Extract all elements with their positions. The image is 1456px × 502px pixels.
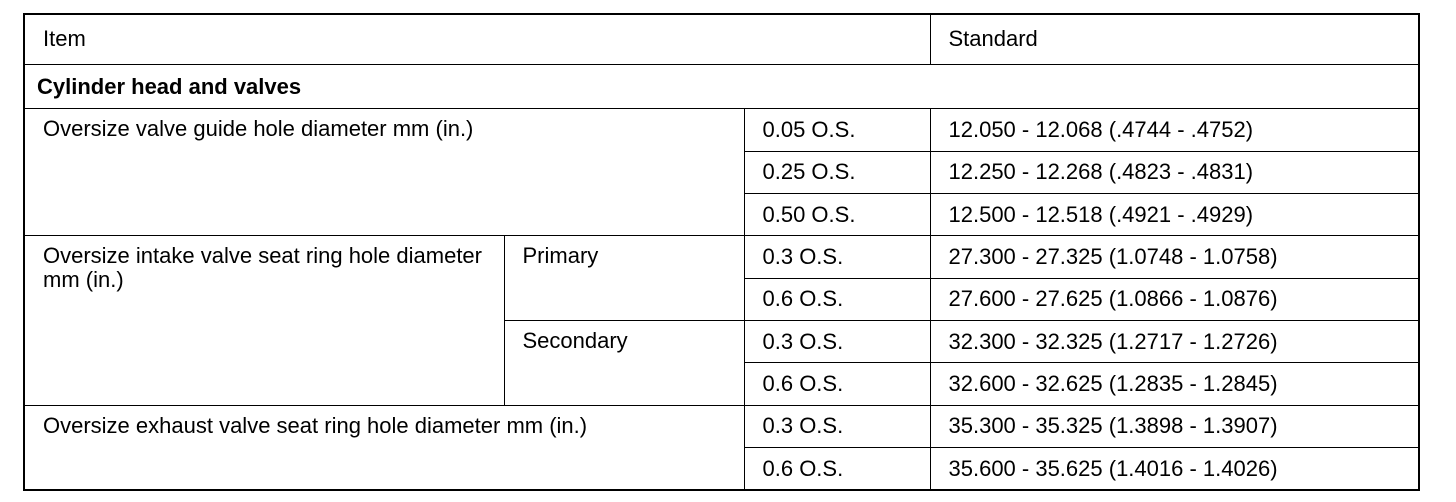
- oversize-cell: 0.50 O.S.: [744, 193, 930, 235]
- oversize-cell: 0.6 O.S.: [744, 448, 930, 490]
- table-row: [24, 109, 1419, 151]
- column-header-item: Item: [24, 14, 930, 64]
- table-header-row: [24, 14, 1419, 64]
- standard-cell: 35.600 - 35.625 (1.4016 - 1.4026): [930, 448, 1419, 490]
- oversize-cell: 0.3 O.S.: [744, 321, 930, 363]
- standard-cell: 12.050 - 12.068 (.4744 - .4752): [930, 109, 1419, 151]
- standard-cell: 27.300 - 27.325 (1.0748 - 1.0758): [930, 236, 1419, 278]
- table-row: [24, 236, 1419, 278]
- standard-cell: 32.300 - 32.325 (1.2717 - 1.2726): [930, 321, 1419, 363]
- standard-cell: 12.250 - 12.268 (.4823 - .4831): [930, 151, 1419, 193]
- subgroup-cell-secondary: Secondary: [504, 321, 744, 406]
- oversize-cell: 0.3 O.S.: [744, 236, 930, 278]
- subgroup-cell-primary: Primary: [504, 236, 744, 321]
- oversize-cell: 0.6 O.S.: [744, 363, 930, 405]
- item-cell-valve-guide: Oversize valve guide hole diameter mm (in.): [24, 109, 744, 236]
- specifications-table: [23, 13, 1420, 491]
- oversize-cell: 0.05 O.S.: [744, 109, 930, 151]
- section-title: Cylinder head and valves: [24, 64, 1419, 108]
- oversize-cell: 0.25 O.S.: [744, 151, 930, 193]
- item-cell-intake-seat-ring: Oversize intake valve seat ring hole diameter mm (in.): [24, 236, 504, 405]
- standard-cell: 12.500 - 12.518 (.4921 - .4929): [930, 193, 1419, 235]
- oversize-cell: 0.3 O.S.: [744, 405, 930, 447]
- section-row: [24, 64, 1419, 108]
- column-header-standard: Standard: [930, 14, 1419, 64]
- table-row: [24, 405, 1419, 447]
- standard-cell: 27.600 - 27.625 (1.0866 - 1.0876): [930, 278, 1419, 320]
- item-cell-exhaust-seat-ring: Oversize exhaust valve seat ring hole diameter mm (in.): [24, 405, 744, 490]
- standard-cell: 35.300 - 35.325 (1.3898 - 1.3907): [930, 405, 1419, 447]
- oversize-cell: 0.6 O.S.: [744, 278, 930, 320]
- standard-cell: 32.600 - 32.625 (1.2835 - 1.2845): [930, 363, 1419, 405]
